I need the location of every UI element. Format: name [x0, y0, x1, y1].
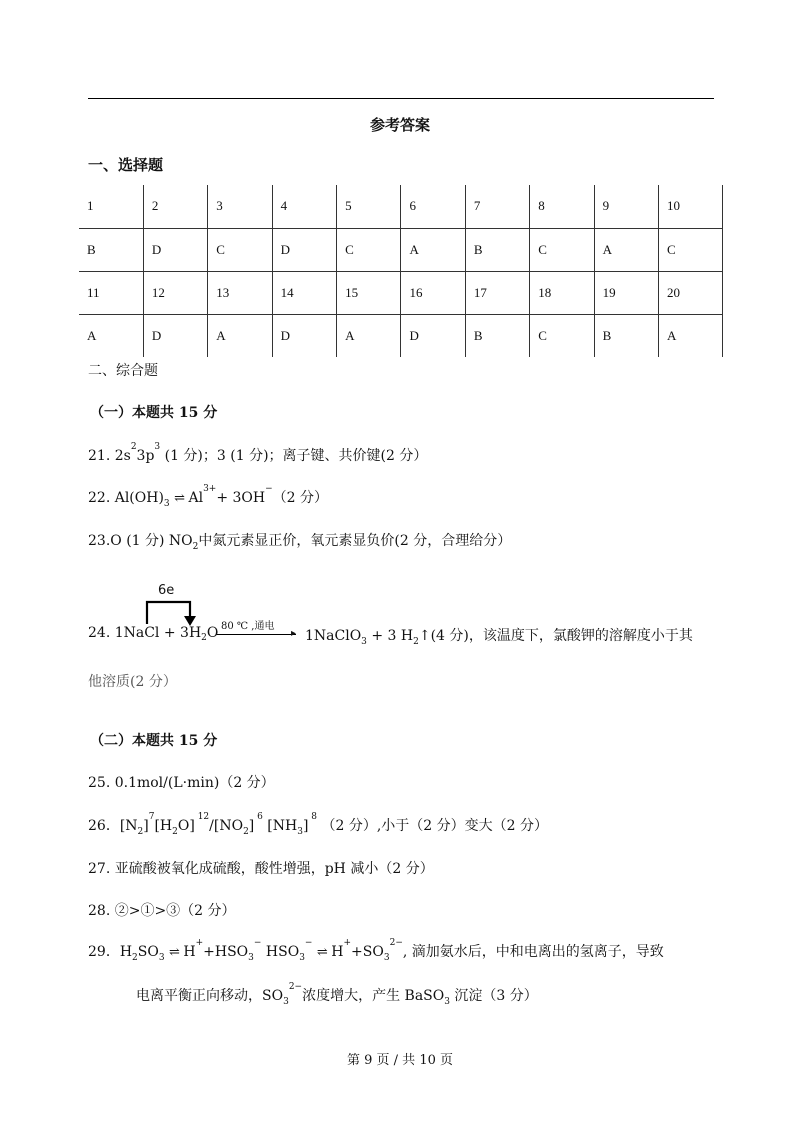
- answer-24-text: 24. 1NaCl + 3H: [88, 625, 202, 641]
- answer-26-sub: 3: [297, 827, 303, 837]
- table-cell: D: [143, 314, 207, 357]
- answer-23-text: 中氮元素显正价，氧元素显负价(2 分，合理给分）: [198, 533, 512, 549]
- answer-23: [88, 530, 511, 550]
- answer-21: [88, 442, 428, 465]
- table-cell: 14: [272, 271, 336, 314]
- table-cell: 5: [337, 185, 401, 228]
- equilibrium-arrow-icon: ⇌: [169, 945, 179, 960]
- table-cell: A: [659, 314, 723, 357]
- answer-26-text: [H: [154, 818, 173, 834]
- answer-29-text: H: [183, 944, 196, 960]
- table-cell: C: [337, 228, 401, 271]
- section-choice-heading: 一、选择题: [88, 156, 164, 174]
- answer-29-text: 29．H: [88, 944, 133, 960]
- table-cell: C: [208, 228, 272, 271]
- answer-29-text: , 滴加氨水后，中和电离出的氢离子，导致: [402, 944, 664, 960]
- answer-29-sup: 2−: [389, 938, 403, 948]
- table-cell: B: [594, 314, 658, 357]
- answer-29-text: 电离平衡正向移动，SO: [136, 988, 284, 1004]
- table-cell: B: [465, 228, 529, 271]
- table-cell: 17: [465, 271, 529, 314]
- answer-table: [79, 185, 723, 357]
- bracket-line: [147, 602, 190, 624]
- answer-29-sup: 2−: [288, 982, 303, 992]
- answer-23-sub: 2: [192, 542, 199, 552]
- table-cell: A: [208, 314, 272, 357]
- answer-26-text: 26．[N: [88, 818, 138, 834]
- answer-22: [88, 484, 329, 509]
- answer-28: 28. ②>①>③（2 分）: [88, 903, 236, 919]
- answer-29-sub: 3: [248, 953, 254, 963]
- equilibrium-arrow-icon: ⇌: [174, 491, 185, 506]
- answer-29-text: SO: [137, 944, 159, 960]
- table-cell: A: [594, 228, 658, 271]
- reaction-arrow-line: [216, 634, 296, 635]
- table-cell: 1: [79, 185, 143, 228]
- answer-24-text: ↑(4 分)，该温度下，氯酸钾的溶解度小于其: [418, 628, 693, 644]
- answer-29-sup: −: [253, 938, 262, 948]
- header-rule: [88, 98, 714, 99]
- part-one-heading: （一）本题共 15 分: [90, 405, 218, 421]
- table-cell: 18: [530, 271, 594, 314]
- table-row: [79, 271, 723, 314]
- section-comprehensive-heading: 二、综合题: [88, 363, 158, 379]
- answer-21-sup: 3: [154, 442, 161, 452]
- table-row: [79, 228, 723, 271]
- answer-24-text: 1NaClO: [305, 628, 362, 644]
- reaction-condition: 80 ℃ ,通电: [221, 621, 275, 632]
- equilibrium-arrow-icon: ⇌: [316, 945, 327, 960]
- table-cell: 6: [401, 185, 465, 228]
- answer-24-continued: 他溶质(2 分）: [88, 674, 177, 690]
- answer-22-sup: −: [265, 484, 273, 494]
- answer-26-sup: 6: [254, 812, 263, 822]
- answer-27: 27. 亚硫酸被氧化成硫酸，酸性增强，pH 减小（2 分）: [88, 861, 434, 877]
- page-title: 参考答案: [369, 116, 430, 134]
- table-cell: 12: [143, 271, 207, 314]
- answer-24-sub: 2: [413, 637, 419, 647]
- table-cell: 13: [208, 271, 272, 314]
- table-cell: D: [272, 314, 336, 357]
- table-cell: 8: [530, 185, 594, 228]
- answer-24-sub: 2: [201, 633, 207, 643]
- answer-29-continued: [136, 982, 538, 1007]
- table-cell: 19: [594, 271, 658, 314]
- table-cell: D: [143, 228, 207, 271]
- answer-24-right: [305, 625, 693, 645]
- answer-24-text: + 3 H: [366, 628, 414, 644]
- answer-26-sup: 7: [148, 812, 155, 822]
- table-cell: 20: [659, 271, 723, 314]
- answer-26-text: O]: [177, 818, 195, 834]
- table-cell: C: [530, 228, 594, 271]
- answer-26-sup: 8: [308, 812, 318, 822]
- answer-29-sub: 2: [132, 953, 138, 963]
- answer-26-sub: 2: [243, 827, 249, 837]
- answer-25: 25. 0.1mol/(L·min)（2 分）: [88, 775, 275, 791]
- table-cell: 16: [401, 271, 465, 314]
- answer-26-text: ]: [302, 818, 309, 834]
- answer-22-text: 22. Al(OH): [88, 490, 164, 506]
- table-row: [79, 314, 723, 357]
- answer-23-text: 23.O (1 分) NO: [88, 533, 193, 549]
- answer-29-sup: +: [195, 938, 204, 948]
- table-cell: D: [401, 314, 465, 357]
- table-cell: C: [659, 228, 723, 271]
- answer-26: [88, 812, 549, 837]
- answer-29-sub: 3: [383, 953, 390, 963]
- part-two-heading: （二）本题共 15 分: [90, 733, 218, 749]
- answer-21-text: 21. 2s: [88, 448, 131, 464]
- table-cell: B: [79, 228, 143, 271]
- table-cell: A: [401, 228, 465, 271]
- table-cell: B: [465, 314, 529, 357]
- answer-29-sub: 3: [158, 953, 165, 963]
- answer-22-sup: 3+: [203, 484, 217, 494]
- answer-22-text: （2 分）: [272, 490, 329, 506]
- table-cell: 2: [143, 185, 207, 228]
- answer-29-sub: 3: [283, 997, 289, 1007]
- answer-24-text: O: [206, 625, 219, 641]
- answer-21-sup: 2: [130, 442, 137, 452]
- answer-29-text: +HSO: [203, 944, 249, 960]
- answer-26-sub: 2: [137, 827, 144, 837]
- page-footer: 第 9 页 / 共 10 页: [347, 1053, 453, 1068]
- answer-21-text: 3p: [136, 448, 155, 464]
- electron-count-label: 6e: [158, 583, 175, 598]
- table-cell: A: [79, 314, 143, 357]
- answer-26-text: /[NO: [209, 818, 244, 834]
- answer-22-text: + 3OH: [216, 490, 266, 506]
- table-row: [79, 185, 723, 228]
- answer-26-text: ]: [248, 818, 255, 834]
- table-cell: 3: [208, 185, 272, 228]
- table-cell: 4: [272, 185, 336, 228]
- answer-26-text: ]: [143, 818, 149, 834]
- answer-26-text: [NH: [262, 818, 298, 834]
- answer-29-text: H: [331, 944, 344, 960]
- answer-29-text: 浓度增大，产生 BaSO: [302, 988, 445, 1004]
- answer-29-sup: −: [304, 938, 313, 948]
- answer-21-text: (1 分)；3 (1 分)；离子键、共价键(2 分）: [160, 448, 428, 464]
- answer-29-text: 沉淀（3 分）: [449, 988, 538, 1004]
- answer-24-sub: 3: [361, 637, 367, 647]
- table-cell: D: [272, 228, 336, 271]
- answer-29-sup: +: [343, 938, 352, 948]
- table-cell: 15: [337, 271, 401, 314]
- reaction-arrow-head-icon: ▸: [291, 628, 297, 639]
- answer-26-text: （2 分）,小于（2 分）变大（2 分）: [317, 818, 549, 834]
- table-cell: C: [530, 314, 594, 357]
- table-cell: 7: [465, 185, 529, 228]
- answer-29-sub: 3: [444, 997, 450, 1007]
- answer-29: [88, 938, 664, 963]
- answer-24-left: [88, 625, 218, 641]
- answer-29-text: +SO: [351, 944, 384, 960]
- table-cell: 11: [79, 271, 143, 314]
- answer-29-text: HSO: [261, 944, 300, 960]
- answer-22-sub: 3: [163, 499, 170, 509]
- table-cell: A: [337, 314, 401, 357]
- table-cell: 10: [659, 185, 723, 228]
- table-cell: 9: [594, 185, 658, 228]
- answer-22-text: Al: [188, 490, 204, 506]
- answer-26-sup: 12: [194, 812, 210, 822]
- answer-26-sub: 2: [172, 827, 178, 837]
- answer-29-sub: 3: [299, 953, 305, 963]
